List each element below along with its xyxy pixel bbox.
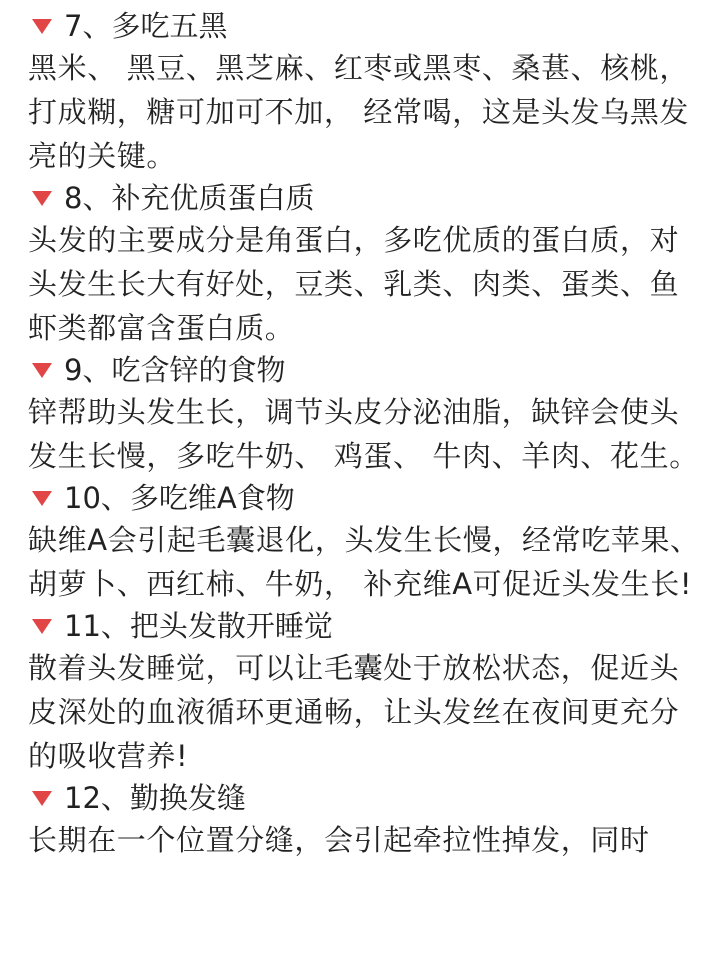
section-body: 黑米、 黑豆、黑芝麻、红枣或黑枣、桑葚、核桃， 打成糊，糖可加可不加， 经常喝，这是头发乌黑发亮的关键。 <box>28 51 690 173</box>
section-body: 头发的主要成分是角蛋白，多吃优质的蛋白质，对头发生长大有好处，豆类、乳类、肉类、蛋类、鱼虾类都富含蛋白质。 <box>28 223 680 345</box>
section-title: 7、多吃五黑 <box>64 9 228 43</box>
red-down-triangle-icon <box>32 491 52 506</box>
section-heading <box>32 478 702 518</box>
section-body: 散着头发睡觉，可以让毛囊处于放松状态，促近头皮深处的血液循环更通畅，让头发丝在夜间更充分的吸收营养! <box>28 651 680 773</box>
section-heading <box>32 778 702 818</box>
tip-section-12 <box>28 778 702 862</box>
red-down-triangle-icon <box>32 19 52 34</box>
section-heading <box>32 350 702 390</box>
section-heading <box>32 178 702 218</box>
section-title: 12、勤换发缝 <box>64 781 246 815</box>
section-body: 锌帮助头发生长，调节头皮分泌油脂，缺锌会使头发生长慢，多吃牛奶、 鸡蛋、 牛肉、羊肉、花生。 <box>28 395 699 473</box>
section-title: 10、多吃维A食物 <box>64 481 295 515</box>
section-title: 11、把头发散开睡觉 <box>64 609 333 643</box>
red-down-triangle-icon <box>32 619 52 634</box>
tip-section-7 <box>28 6 702 178</box>
red-down-triangle-icon <box>32 363 52 378</box>
tip-section-8 <box>28 178 702 350</box>
tip-section-11 <box>28 606 702 778</box>
section-heading <box>32 6 702 46</box>
section-title: 8、补充优质蛋白质 <box>64 181 315 215</box>
section-heading <box>32 606 702 646</box>
tip-section-10 <box>28 478 702 606</box>
section-body: 长期在一个位置分缝，会引起牵拉性掉发，同时 <box>28 823 650 857</box>
section-body: 缺维A会引起毛囊退化，头发生长慢，经常吃苹果、胡萝卜、西红柿、牛奶， 补充维A可促近头发生长! <box>28 523 700 601</box>
section-title: 9、吃含锌的食物 <box>64 353 286 387</box>
red-down-triangle-icon <box>32 791 52 806</box>
tip-section-9 <box>28 350 702 478</box>
red-down-triangle-icon <box>32 191 52 206</box>
